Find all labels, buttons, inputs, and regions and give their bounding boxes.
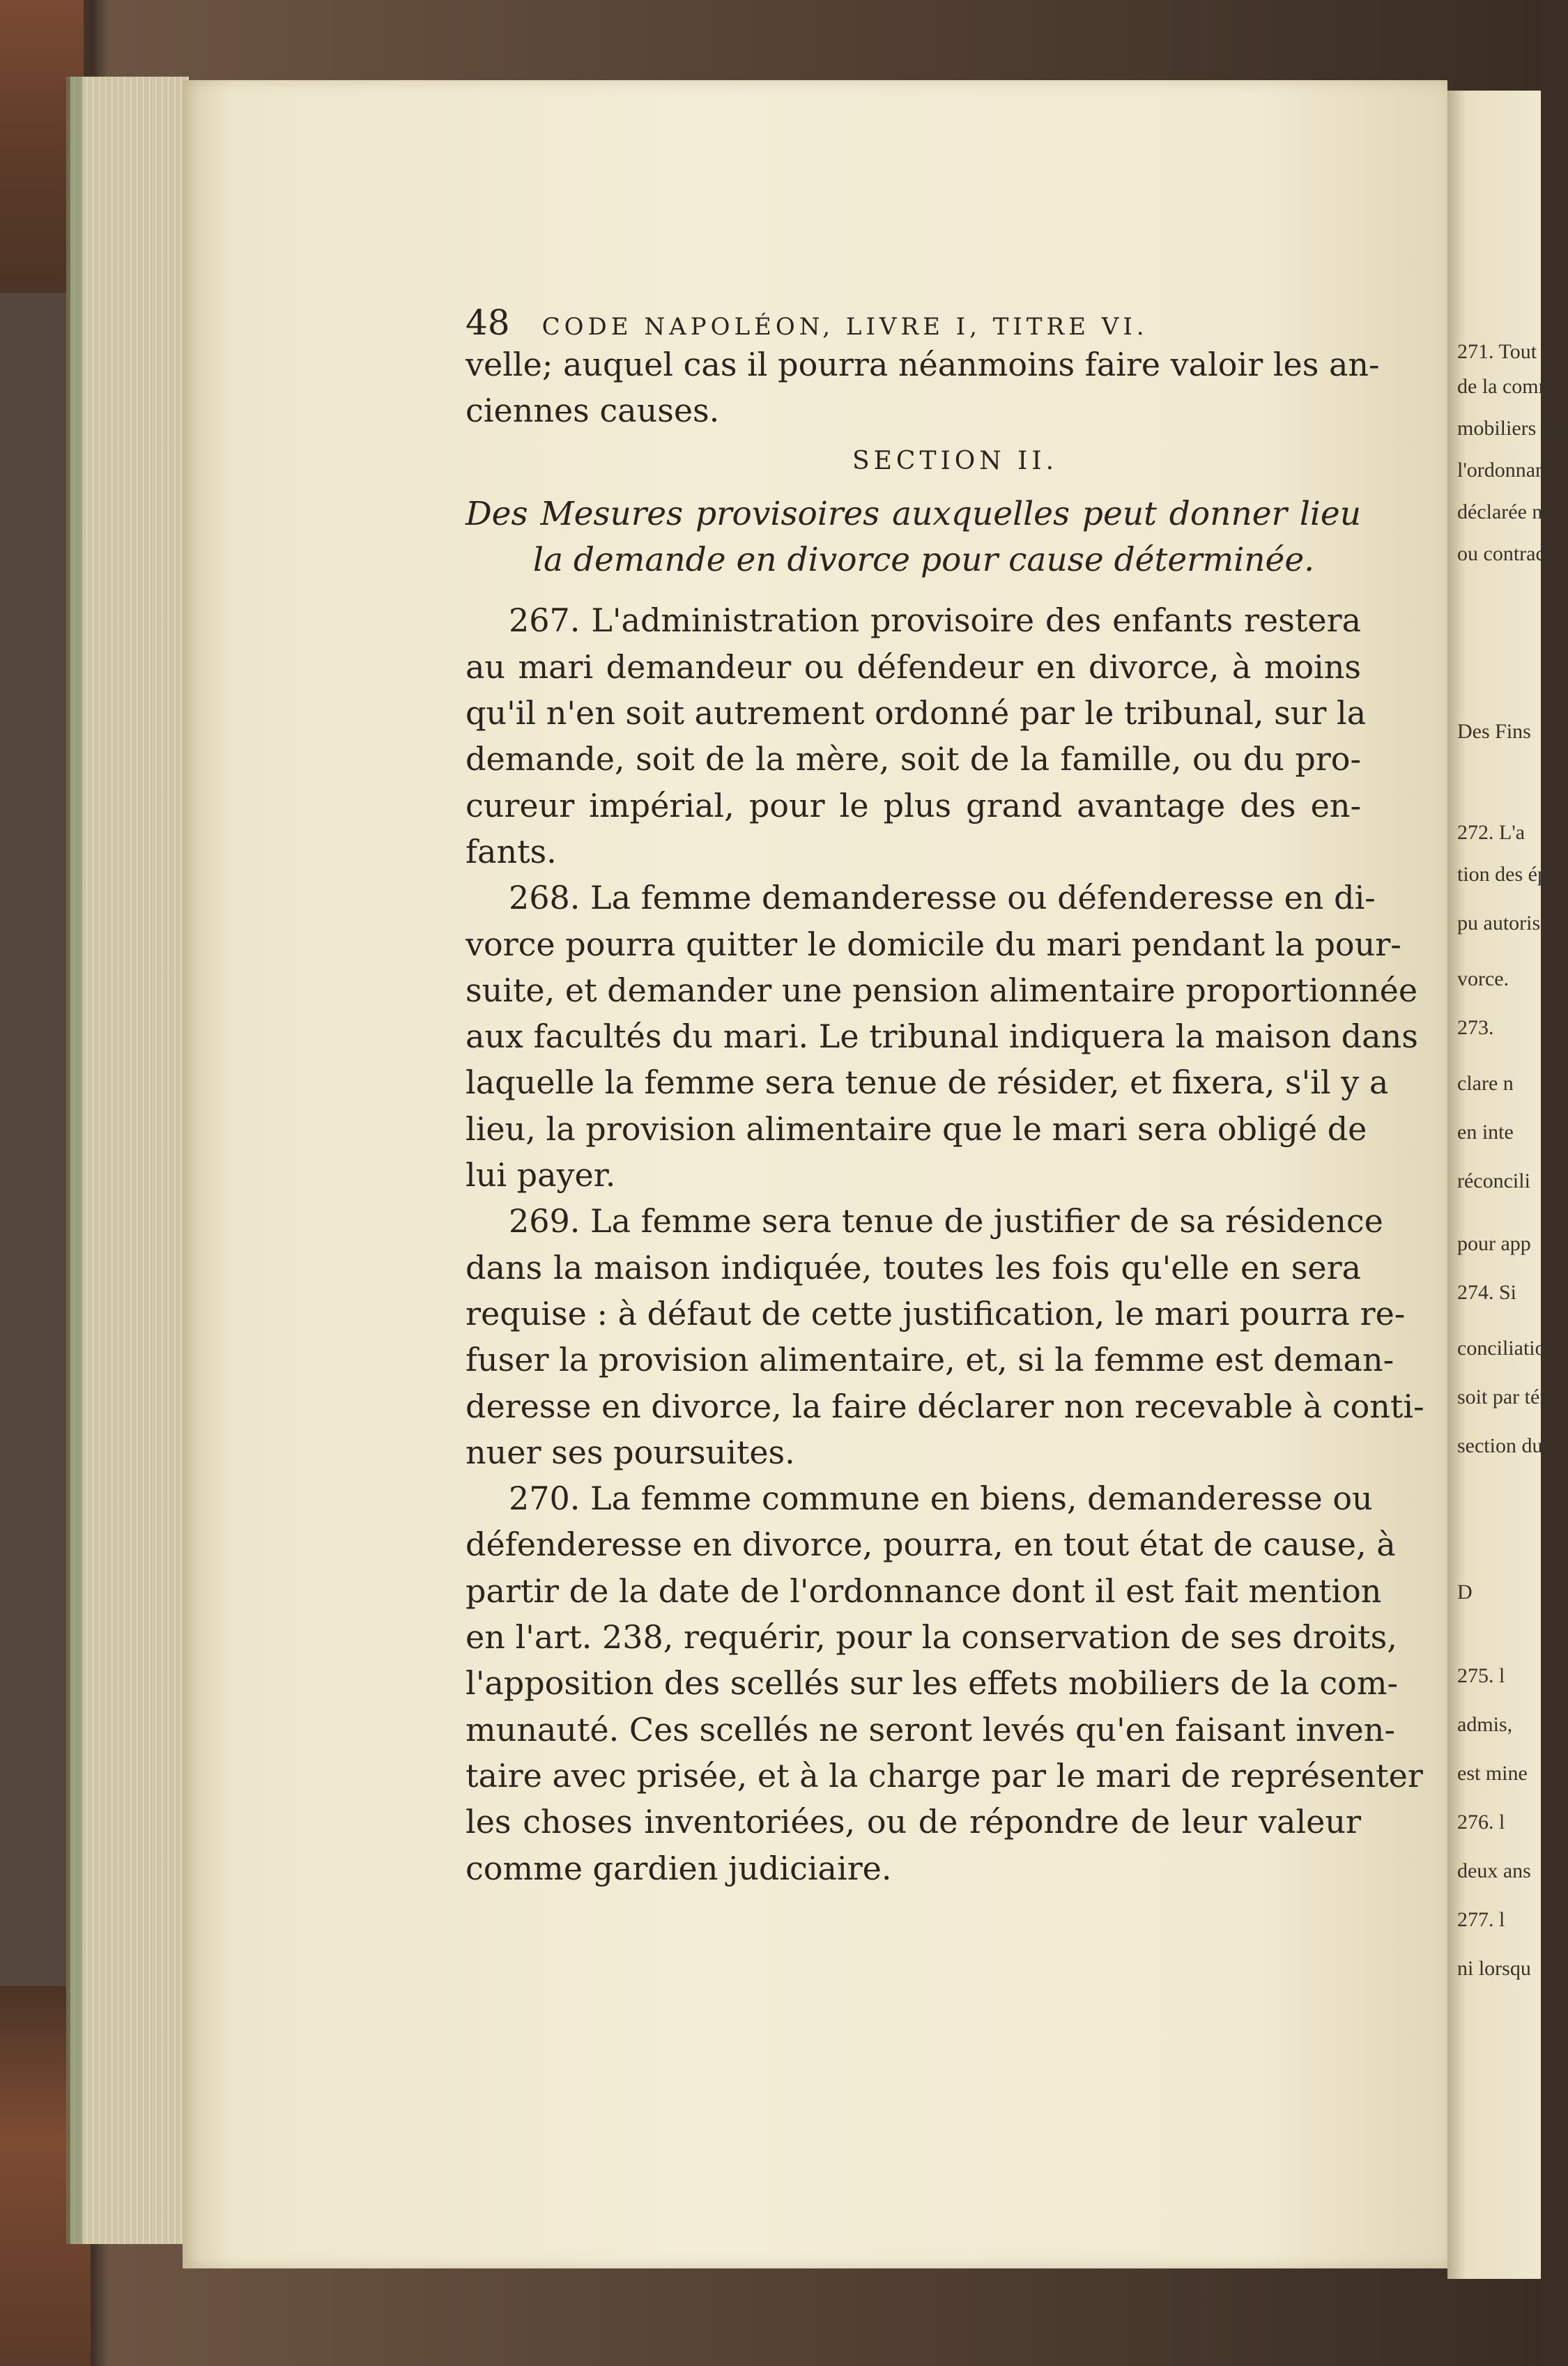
article-267 bbox=[466, 597, 1367, 875]
text-line: partir de la date de l'ordonnance dont il est fait mention bbox=[466, 1572, 1382, 1610]
margin-note: ni lorsqu bbox=[1457, 1957, 1531, 1980]
article-270 bbox=[466, 1475, 1423, 1891]
margin-note: ou contracté bbox=[1457, 542, 1560, 565]
margin-note: 277. l bbox=[1457, 1908, 1505, 1931]
text-line: l'apposition des scellés sur les effets mobiliers de la com- bbox=[466, 1664, 1399, 1703]
text-line: qu'il n'en soit autrement ordonné par le tribunal, sur la bbox=[466, 694, 1367, 732]
margin-note: vorce. bbox=[1457, 967, 1509, 990]
page-edges-stain bbox=[70, 77, 82, 2244]
page-number: 48 bbox=[466, 302, 510, 343]
text-line: laquelle la femme sera tenue de résider, et fixera, s'il y a bbox=[466, 1063, 1389, 1102]
text-block bbox=[466, 300, 1424, 1891]
running-head bbox=[466, 300, 1361, 341]
text-line: 269. La femme sera tenue de justifier de sa résidence bbox=[509, 1202, 1383, 1240]
margin-note: conciliation bbox=[1457, 1337, 1556, 1360]
margin-note: 275. l bbox=[1457, 1664, 1505, 1687]
margin-note: 271. Tout bbox=[1457, 340, 1537, 363]
text-line: défenderesse en divorce, pourra, en tout état de cause, à bbox=[466, 1526, 1396, 1564]
text-line: ciennes causes. bbox=[466, 392, 720, 430]
margin-note: en inte bbox=[1457, 1121, 1514, 1144]
text-line: dans la maison indiquée, toutes les fois qu'elle en sera bbox=[466, 1248, 1361, 1286]
margin-note: pour app bbox=[1457, 1232, 1531, 1255]
page-edges bbox=[66, 77, 189, 2244]
text-line: suite, et demander une pension alimentaire proportionnée bbox=[466, 971, 1418, 1009]
margin-note: 274. Si bbox=[1457, 1281, 1517, 1304]
text-line: demande, soit de la mère, soit de la famille, ou du pro- bbox=[466, 740, 1361, 778]
text-line: comme gardien judiciaire. bbox=[466, 1849, 892, 1887]
text-line: aux facultés du mari. Le tribunal indiquera la maison dans bbox=[466, 1017, 1418, 1056]
section-heading: SECTION II. bbox=[852, 446, 1059, 475]
margin-note: deux ans bbox=[1457, 1859, 1531, 1882]
text-line: les choses inventoriées, ou de répondre de leur valeur bbox=[466, 1803, 1361, 1841]
margin-note: pu autoris bbox=[1457, 912, 1541, 935]
margin-note: 276. l bbox=[1457, 1811, 1505, 1834]
margin-note: admis, bbox=[1457, 1713, 1513, 1736]
text-line: velle; auquel cas il pourra néanmoins faire valoir les an- bbox=[466, 346, 1380, 383]
text-line: nuer ses poursuites. bbox=[466, 1433, 795, 1471]
text-line: cureur impérial, pour le plus grand avantage des en- bbox=[466, 786, 1361, 824]
section-rubric: la demande en divorce pour cause déterminée. bbox=[532, 541, 1315, 580]
margin-note: Des Fins bbox=[1457, 720, 1531, 743]
margin-note: 272. L'a bbox=[1457, 821, 1525, 844]
text-line: en l'art. 238, requérir, pour la conservation de ses droits, bbox=[466, 1618, 1397, 1657]
margin-note: section du bbox=[1457, 1434, 1543, 1457]
text-line: requise : à défaut de cette justification, le mari pourra re- bbox=[466, 1294, 1406, 1332]
text-line: fants. bbox=[466, 832, 557, 870]
margin-note: tion des ép bbox=[1457, 863, 1548, 886]
text-line: deresse en divorce, la faire déclarer non recevable à conti- bbox=[466, 1387, 1424, 1425]
next-page-edge bbox=[1447, 91, 1568, 2279]
text-line: fuser la provision alimentaire, et, si la femme est deman- bbox=[466, 1341, 1394, 1379]
text-line: lieu, la provision alimentaire que le mari sera obligé de bbox=[466, 1109, 1367, 1148]
cover-board bbox=[0, 293, 66, 1986]
text-line: 268. La femme demanderesse ou défenderesse en di- bbox=[509, 879, 1376, 917]
text-line: vorce pourra quitter le domicile du mari pendant la pour- bbox=[466, 925, 1401, 963]
margin-note: l'ordonnance bbox=[1457, 459, 1565, 482]
margin-note: soit par tém bbox=[1457, 1385, 1556, 1408]
article-268 bbox=[466, 875, 1418, 1198]
margin-note: 273. bbox=[1457, 1016, 1494, 1039]
text-line: taire avec prisée, et à la charge par le mari de représenter bbox=[466, 1756, 1423, 1795]
text-line: 270. La femme commune en biens, demanderesse ou bbox=[509, 1480, 1373, 1518]
margin-note: D bbox=[1457, 1581, 1473, 1604]
text-line: au mari demandeur ou défendeur en divorce, à moins bbox=[466, 647, 1361, 686]
margin-note: de la commu bbox=[1457, 375, 1565, 398]
margin-note: clare n bbox=[1457, 1072, 1514, 1095]
text-line: 267. L'administration provisoire des enfants restera bbox=[509, 601, 1361, 640]
margin-note: est mine bbox=[1457, 1762, 1528, 1785]
text-line: lui payer. bbox=[466, 1156, 616, 1194]
section-rubric: Des Mesures provisoires auxquelles peut donner lieu bbox=[466, 494, 1361, 533]
margin-note: mobiliers qui bbox=[1457, 417, 1568, 440]
margin-note: réconcili bbox=[1457, 1169, 1530, 1192]
margin-note: déclarée null bbox=[1457, 500, 1565, 523]
running-title: CODE NAPOLÉON, LIVRE I, TITRE VI. bbox=[541, 313, 1148, 341]
article-269 bbox=[466, 1198, 1424, 1475]
text-line: munauté. Ces scellés ne seront levés qu'en faisant inven- bbox=[466, 1710, 1395, 1749]
